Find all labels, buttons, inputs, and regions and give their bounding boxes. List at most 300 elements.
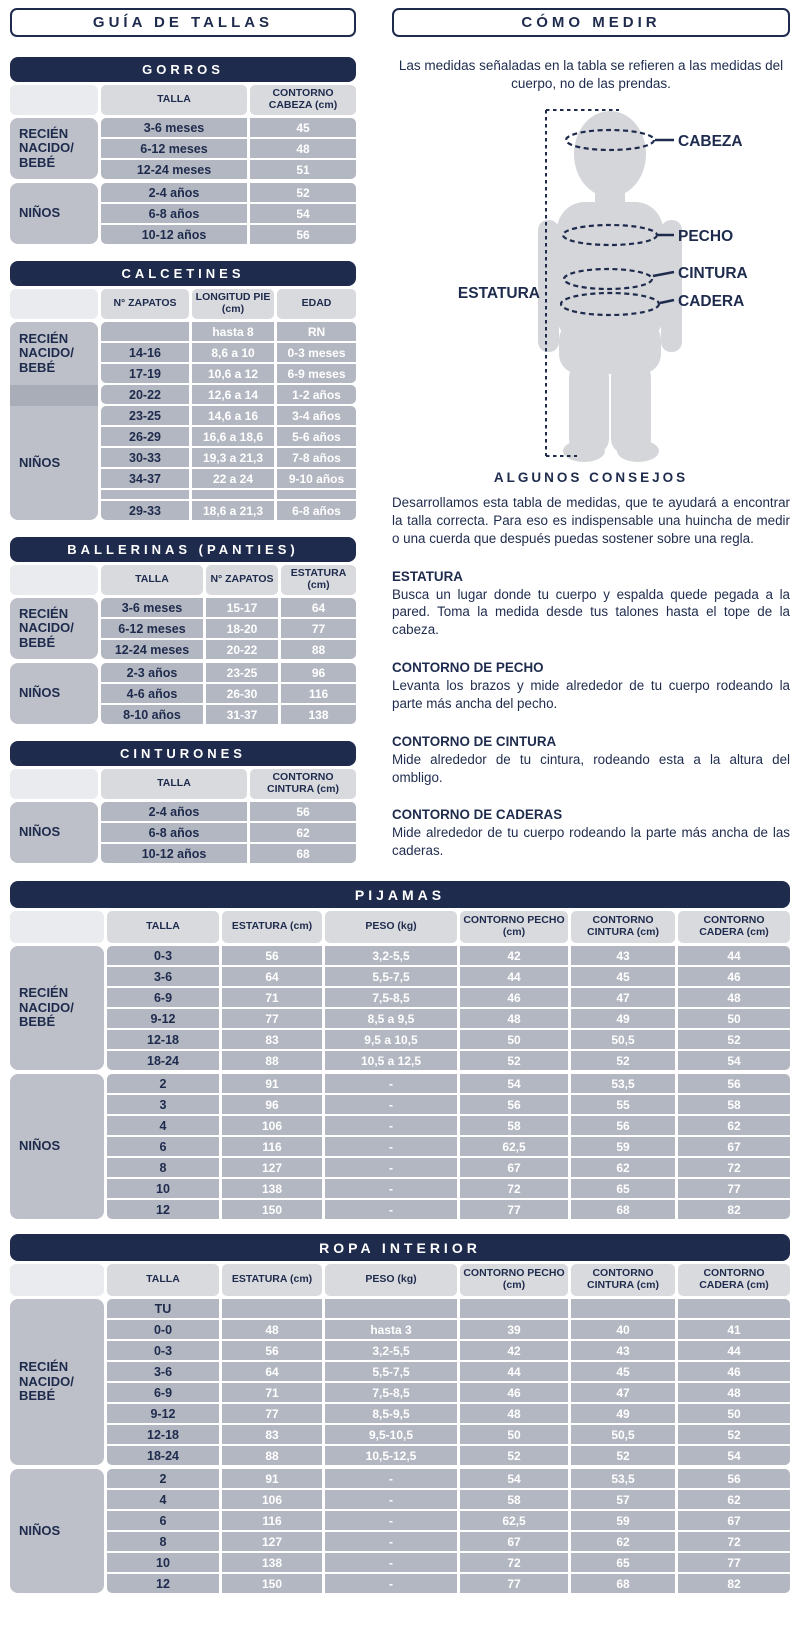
table-cell: 10,5-12,5 bbox=[325, 1446, 457, 1465]
table-cell: 48 bbox=[460, 1009, 568, 1028]
table-group bbox=[10, 598, 356, 659]
measure-intro-text: Las medidas señaladas en la tabla se refieren a las medidas del cuerpo, no de las prendas. bbox=[398, 58, 784, 91]
section-text: Busca un lugar donde tu cuerpo y espalda quede pegada a la pared. Toma la medida desde tus talones hasta el tope de la cabeza. bbox=[392, 586, 790, 638]
table-cell: 138 bbox=[222, 1179, 322, 1198]
header-spacer-cell bbox=[10, 769, 98, 799]
age-group-label bbox=[10, 385, 98, 406]
column-header: ESTATURA (cm) bbox=[222, 911, 322, 943]
table-calcetines bbox=[10, 261, 356, 520]
table-row bbox=[101, 469, 356, 488]
table-cell: 96 bbox=[222, 1095, 322, 1114]
age-group-label: RECIÉN NACIDO/ BEBÉ bbox=[10, 322, 98, 385]
table-cell: 77 bbox=[460, 1574, 568, 1593]
table-cell: 54 bbox=[678, 1446, 790, 1465]
age-group-label: RECIÉN NACIDO/ BEBÉ bbox=[10, 598, 98, 659]
table-row bbox=[101, 619, 356, 638]
column-header: CONTORNO PECHO (cm) bbox=[460, 911, 568, 943]
table-cell: RN bbox=[277, 322, 356, 341]
table-cell bbox=[101, 322, 189, 341]
tips-heading: ALGUNOS CONSEJOS bbox=[493, 470, 689, 486]
table-cell: 52 bbox=[460, 1051, 568, 1070]
age-group-label: NIÑOS bbox=[10, 663, 98, 724]
table-cell: - bbox=[325, 1511, 457, 1530]
table-cell: 8-10 años bbox=[101, 705, 203, 724]
table-cell: 82 bbox=[678, 1574, 790, 1593]
table-cell: 56 bbox=[250, 225, 356, 244]
cintura-label: CINTURA bbox=[677, 265, 748, 283]
table-cell: 6-9 meses bbox=[277, 364, 356, 383]
table-row bbox=[107, 1469, 790, 1488]
table-cell: 0-3 bbox=[107, 946, 219, 965]
table-title-bar: BALLERINAS (PANTIES) bbox=[10, 537, 356, 562]
table-cell bbox=[222, 1299, 322, 1318]
table-rows bbox=[107, 1469, 790, 1593]
table-cell: - bbox=[325, 1074, 457, 1093]
table-cell: 3-4 años bbox=[277, 406, 356, 425]
table-row bbox=[101, 844, 356, 863]
table-cell: 9-12 bbox=[107, 1009, 219, 1028]
column-header: ESTATURA (cm) bbox=[281, 565, 356, 595]
table-cell: 52 bbox=[250, 183, 356, 202]
table-row bbox=[107, 1425, 790, 1444]
table-row bbox=[107, 1341, 790, 1360]
table-body bbox=[10, 322, 356, 520]
table-row bbox=[107, 1137, 790, 1156]
table-cell: 50 bbox=[678, 1404, 790, 1423]
age-group-label: RECIÉN NACIDO/ BEBÉ bbox=[10, 1299, 104, 1465]
table-cell: 9-12 bbox=[107, 1404, 219, 1423]
table-cell: 59 bbox=[571, 1137, 675, 1156]
table-cell: hasta 3 bbox=[325, 1320, 457, 1339]
table-cell: 29-33 bbox=[101, 501, 189, 520]
table-cell: 52 bbox=[678, 1030, 790, 1049]
table-cell: 56 bbox=[460, 1095, 568, 1114]
table-cell: 12-18 bbox=[107, 1030, 219, 1049]
table-cell: 138 bbox=[222, 1553, 322, 1572]
table-group bbox=[10, 183, 356, 244]
table-cell: 54 bbox=[250, 204, 356, 223]
table-cell: TU bbox=[107, 1299, 219, 1318]
table-cell: 50 bbox=[460, 1425, 568, 1444]
table-cell: 45 bbox=[571, 967, 675, 986]
table-row bbox=[101, 427, 356, 446]
table-cell: 9,5-10,5 bbox=[325, 1425, 457, 1444]
table-cell: 9-10 años bbox=[277, 469, 356, 488]
table-cell: 72 bbox=[460, 1179, 568, 1198]
table-cell: 49 bbox=[571, 1009, 675, 1028]
table-cell: 64 bbox=[222, 967, 322, 986]
table-cell: 20-22 bbox=[101, 385, 189, 404]
table-group bbox=[10, 1299, 790, 1465]
table-row bbox=[107, 946, 790, 965]
table-group bbox=[10, 322, 356, 383]
table-title-bar: GORROS bbox=[10, 57, 356, 82]
age-group-label: NIÑOS bbox=[10, 802, 98, 863]
table-group bbox=[10, 946, 790, 1070]
table-cell: 12-18 bbox=[107, 1425, 219, 1444]
table-cell: 44 bbox=[460, 967, 568, 986]
table-cell: 42 bbox=[460, 1341, 568, 1360]
age-group-label: NIÑOS bbox=[10, 1469, 104, 1593]
table-cell: 71 bbox=[222, 1383, 322, 1402]
table-cell: 6-8 años bbox=[277, 501, 356, 520]
table-group bbox=[10, 118, 356, 179]
table-cell: 8 bbox=[107, 1158, 219, 1177]
table-cell: 3,2-5,5 bbox=[325, 1341, 457, 1360]
table-title-bar: CALCETINES bbox=[10, 261, 356, 286]
table-title-bar: PIJAMAS bbox=[10, 881, 790, 908]
table-cell: 64 bbox=[281, 598, 356, 617]
table-header-row bbox=[10, 289, 356, 319]
table-cell: 3-6 bbox=[107, 1362, 219, 1381]
table-cell: - bbox=[325, 1137, 457, 1156]
table-cell: 67 bbox=[678, 1511, 790, 1530]
table-cell: 47 bbox=[571, 1383, 675, 1402]
header-spacer-cell bbox=[10, 85, 98, 115]
table-cell: 54 bbox=[460, 1469, 568, 1488]
table-cinturones bbox=[10, 741, 356, 863]
table-cell: 17-19 bbox=[101, 364, 189, 383]
table-cell: 34-37 bbox=[101, 469, 189, 488]
table-cell: 43 bbox=[571, 1341, 675, 1360]
table-cell: 12-24 meses bbox=[101, 160, 247, 179]
table-cell: 44 bbox=[460, 1362, 568, 1381]
table-rows bbox=[101, 118, 356, 179]
table-cell: 43 bbox=[571, 946, 675, 965]
table-cell: 3-6 bbox=[107, 967, 219, 986]
column-header: PESO (kg) bbox=[325, 911, 457, 943]
table-cell: 10,5 a 12,5 bbox=[325, 1051, 457, 1070]
table-cell: 10-12 años bbox=[101, 844, 247, 863]
table-cell: 4 bbox=[107, 1490, 219, 1509]
table-cell: 48 bbox=[460, 1404, 568, 1423]
table-row bbox=[101, 598, 356, 617]
table-cell: 2-3 años bbox=[101, 663, 203, 682]
table-cell: 48 bbox=[678, 1383, 790, 1402]
section-text: Levanta los brazos y mide alrededor de tu cuerpo rodeando la parte más ancha del pecho. bbox=[392, 678, 790, 711]
table-cell: 50 bbox=[460, 1030, 568, 1049]
column-header: TALLA bbox=[107, 911, 219, 943]
table-cell: 88 bbox=[222, 1051, 322, 1070]
table-cell: 106 bbox=[222, 1116, 322, 1135]
table-cell: 41 bbox=[678, 1320, 790, 1339]
table-cell: 59 bbox=[571, 1511, 675, 1530]
table-cell: 77 bbox=[460, 1200, 568, 1219]
measure-section-estatura bbox=[392, 569, 790, 639]
table-cell: 127 bbox=[222, 1158, 322, 1177]
table-cell: 40 bbox=[571, 1320, 675, 1339]
top-section bbox=[10, 8, 790, 863]
table-cell: 62,5 bbox=[460, 1511, 568, 1530]
table-cell: 39 bbox=[460, 1320, 568, 1339]
table-cell: 6-12 meses bbox=[101, 619, 203, 638]
column-header: CONTORNO CINTURA (cm) bbox=[571, 911, 675, 943]
table-cell: 52 bbox=[571, 1446, 675, 1465]
column-header: TALLA bbox=[101, 769, 247, 799]
table-rows bbox=[101, 802, 356, 863]
table-row bbox=[107, 1179, 790, 1198]
table-row bbox=[107, 1320, 790, 1339]
column-header: TALLA bbox=[101, 85, 247, 115]
table-header-row bbox=[10, 1264, 790, 1296]
table-cell: 18,6 a 21,3 bbox=[192, 501, 274, 520]
table-cell: 44 bbox=[678, 1341, 790, 1360]
table-cell: 72 bbox=[460, 1553, 568, 1572]
table-cell: 50,5 bbox=[571, 1425, 675, 1444]
table-row bbox=[101, 448, 356, 467]
table-row bbox=[101, 684, 356, 703]
table-cell: 2-4 años bbox=[101, 802, 247, 821]
table-row bbox=[101, 501, 356, 520]
table-pijamas bbox=[10, 881, 790, 1219]
section-text: Mide alrededor de tu cintura, rodeando esta a la altura del ombligo. bbox=[392, 751, 790, 785]
table-row bbox=[107, 1074, 790, 1093]
table-cell: 53,5 bbox=[571, 1469, 675, 1488]
table-row bbox=[101, 364, 356, 383]
table-cell: 6-9 bbox=[107, 988, 219, 1007]
estatura-label: ESTATURA bbox=[457, 285, 540, 303]
table-row bbox=[101, 322, 356, 341]
table-cell: 58 bbox=[460, 1116, 568, 1135]
table-cell: 4-6 años bbox=[101, 684, 203, 703]
column-header: TALLA bbox=[107, 1264, 219, 1296]
table-cell: 6-12 meses bbox=[101, 139, 247, 158]
table-cell: 68 bbox=[571, 1200, 675, 1219]
table-cell: 1-2 años bbox=[277, 385, 356, 404]
table-ballerinas bbox=[10, 537, 356, 724]
header-spacer-cell bbox=[10, 1264, 104, 1296]
table-cell: - bbox=[325, 1532, 457, 1551]
table-cell: 30-33 bbox=[101, 448, 189, 467]
table-cell: 12 bbox=[107, 1574, 219, 1593]
left-tables-mount bbox=[10, 57, 356, 863]
table-cell: 7,5-8,5 bbox=[325, 1383, 457, 1402]
table-cell bbox=[325, 1299, 457, 1318]
table-row bbox=[101, 385, 356, 404]
header-spacer-cell bbox=[10, 911, 104, 943]
column-header: LONGITUD PIE (cm) bbox=[192, 289, 274, 319]
section-heading: ESTATURA bbox=[392, 568, 463, 584]
table-cell: 67 bbox=[460, 1158, 568, 1177]
table-row bbox=[107, 1116, 790, 1135]
table-cell: 3 bbox=[107, 1095, 219, 1114]
body-measurement-diagram bbox=[414, 102, 769, 464]
table-cell: 77 bbox=[678, 1179, 790, 1198]
table-cell: 8,6 a 10 bbox=[192, 343, 274, 362]
table-cell: - bbox=[325, 1574, 457, 1593]
table-cell: 58 bbox=[460, 1490, 568, 1509]
table-cell: 5,5-7,5 bbox=[325, 1362, 457, 1381]
age-group-label: NIÑOS bbox=[10, 183, 98, 244]
table-group bbox=[10, 663, 356, 724]
table-cell: - bbox=[325, 1095, 457, 1114]
table-cell: 96 bbox=[281, 663, 356, 682]
table-cell: 54 bbox=[678, 1051, 790, 1070]
table-cell: 10 bbox=[107, 1179, 219, 1198]
size-tables-column bbox=[10, 8, 356, 863]
table-cell: 116 bbox=[222, 1511, 322, 1530]
table-cell: 49 bbox=[571, 1404, 675, 1423]
column-header: CONTORNO CADERA (cm) bbox=[678, 1264, 790, 1296]
table-cell: 12,6 a 14 bbox=[192, 385, 274, 404]
table-cell: 150 bbox=[222, 1200, 322, 1219]
table-row bbox=[101, 490, 356, 499]
header-spacer-cell bbox=[10, 565, 98, 595]
table-cell: 23-25 bbox=[206, 663, 278, 682]
table-cell bbox=[101, 490, 189, 499]
table-cell: 6 bbox=[107, 1511, 219, 1530]
table-cell: 46 bbox=[460, 988, 568, 1007]
table-cell: 91 bbox=[222, 1074, 322, 1093]
table-cell: 16,6 a 18,6 bbox=[192, 427, 274, 446]
table-cell: 10 bbox=[107, 1553, 219, 1572]
table-cell: 54 bbox=[460, 1074, 568, 1093]
table-cell: 56 bbox=[678, 1469, 790, 1488]
table-row bbox=[101, 406, 356, 425]
table-row bbox=[101, 640, 356, 659]
table-cell: 52 bbox=[460, 1446, 568, 1465]
tips-text: Desarrollamos esta tabla de medidas, que te ayudará a encontrar la talla correcta. Para eso es indispensable una huincha de medir o una cuerda que después puedas sostener sobre una regla. bbox=[392, 495, 790, 546]
table-cell: - bbox=[325, 1469, 457, 1488]
column-header: CONTORNO CABEZA (cm) bbox=[250, 85, 356, 115]
table-cell: 6-8 años bbox=[101, 823, 247, 842]
table-body bbox=[10, 118, 356, 244]
table-cell: 138 bbox=[281, 705, 356, 724]
table-row bbox=[107, 1532, 790, 1551]
age-group-label: RECIÉN NACIDO/ BEBÉ bbox=[10, 946, 104, 1070]
table-cell: 150 bbox=[222, 1574, 322, 1593]
table-cell: 5-6 años bbox=[277, 427, 356, 446]
table-cell: 44 bbox=[678, 946, 790, 965]
table-body bbox=[10, 598, 356, 724]
table-cell: 88 bbox=[222, 1446, 322, 1465]
table-row bbox=[101, 118, 356, 137]
cadera-label: CADERA bbox=[677, 293, 744, 311]
table-row bbox=[101, 204, 356, 223]
table-rows bbox=[107, 1299, 790, 1465]
table-row bbox=[101, 139, 356, 158]
table-row bbox=[101, 225, 356, 244]
table-cell: 77 bbox=[222, 1404, 322, 1423]
table-row bbox=[101, 663, 356, 682]
table-cell: 15-17 bbox=[206, 598, 278, 617]
table-header-row bbox=[10, 565, 356, 595]
table-cell: 48 bbox=[678, 988, 790, 1007]
table-cell: 19,3 a 21,3 bbox=[192, 448, 274, 467]
how-to-measure-title: CÓMO MEDIR bbox=[392, 8, 790, 37]
table-cell: 62 bbox=[678, 1490, 790, 1509]
table-cell: 72 bbox=[678, 1532, 790, 1551]
table-cell: 106 bbox=[222, 1490, 322, 1509]
header-spacer-cell bbox=[10, 289, 98, 319]
table-cell: 2 bbox=[107, 1074, 219, 1093]
table-cell bbox=[678, 1299, 790, 1318]
table-cell: 5,5-7,5 bbox=[325, 967, 457, 986]
measure-section-pecho bbox=[392, 660, 790, 713]
table-group bbox=[10, 406, 356, 520]
table-cell: 12-24 meses bbox=[101, 640, 203, 659]
table-cell: 18-24 bbox=[107, 1051, 219, 1070]
table-cell: - bbox=[325, 1490, 457, 1509]
table-cell: 18-24 bbox=[107, 1446, 219, 1465]
column-header: N° ZAPATOS bbox=[206, 565, 278, 595]
table-cell: - bbox=[325, 1179, 457, 1198]
measure-section-cintura bbox=[392, 734, 790, 787]
table-row bbox=[107, 1553, 790, 1572]
table-cell: 45 bbox=[250, 118, 356, 137]
table-cell: 62 bbox=[678, 1116, 790, 1135]
table-cell: 3,2-5,5 bbox=[325, 946, 457, 965]
table-cell: 8,5 a 9,5 bbox=[325, 1009, 457, 1028]
table-rows bbox=[101, 663, 356, 724]
table-cell: 72 bbox=[678, 1158, 790, 1177]
table-cell: 56 bbox=[250, 802, 356, 821]
size-guide-title: GUÍA DE TALLAS bbox=[10, 8, 356, 37]
table-cell: 3-6 meses bbox=[101, 118, 247, 137]
table-cell: 56 bbox=[222, 946, 322, 965]
table-cell: 52 bbox=[571, 1051, 675, 1070]
table-cell: 116 bbox=[281, 684, 356, 703]
table-cell: 0-3 bbox=[107, 1341, 219, 1360]
table-cell: 56 bbox=[222, 1341, 322, 1360]
table-cell: hasta 8 bbox=[192, 322, 274, 341]
table-cell: 77 bbox=[222, 1009, 322, 1028]
table-group bbox=[10, 1074, 790, 1219]
table-header-row bbox=[10, 911, 790, 943]
table-cell: 57 bbox=[571, 1490, 675, 1509]
table-cell bbox=[571, 1299, 675, 1318]
table-row bbox=[107, 1051, 790, 1070]
table-cell: 10,6 a 12 bbox=[192, 364, 274, 383]
table-row bbox=[107, 1511, 790, 1530]
table-cell: 31-37 bbox=[206, 705, 278, 724]
wide-tables-mount bbox=[10, 881, 790, 1593]
table-cell: 46 bbox=[678, 1362, 790, 1381]
table-row bbox=[107, 1158, 790, 1177]
table-row bbox=[107, 1030, 790, 1049]
table-cell: 64 bbox=[222, 1362, 322, 1381]
section-heading: CONTORNO DE CINTURA bbox=[392, 733, 557, 749]
pecho-label: PECHO bbox=[677, 228, 733, 246]
table-cell: 62 bbox=[250, 823, 356, 842]
how-to-measure-column bbox=[392, 8, 790, 863]
column-header: TALLA bbox=[101, 565, 203, 595]
table-row bbox=[101, 160, 356, 179]
table-rows bbox=[101, 385, 356, 404]
table-cell: - bbox=[325, 1158, 457, 1177]
table-cell: 83 bbox=[222, 1425, 322, 1444]
table-group bbox=[10, 802, 356, 863]
table-row bbox=[107, 1490, 790, 1509]
table-row bbox=[107, 1095, 790, 1114]
table-row bbox=[107, 1383, 790, 1402]
table-cell: 53,5 bbox=[571, 1074, 675, 1093]
table-cell: 12 bbox=[107, 1200, 219, 1219]
table-cell: 7-8 años bbox=[277, 448, 356, 467]
table-rows bbox=[107, 1074, 790, 1219]
table-row bbox=[101, 343, 356, 362]
column-header: CONTORNO CINTURA (cm) bbox=[250, 769, 356, 799]
table-row bbox=[107, 1404, 790, 1423]
table-cell: 6-9 bbox=[107, 1383, 219, 1402]
table-cell: 18-20 bbox=[206, 619, 278, 638]
table-cell: 0-3 meses bbox=[277, 343, 356, 362]
table-body bbox=[10, 1299, 790, 1593]
table-rows bbox=[107, 946, 790, 1070]
table-row bbox=[107, 1574, 790, 1593]
table-cell: 3-6 meses bbox=[101, 598, 203, 617]
table-cell: 51 bbox=[250, 160, 356, 179]
